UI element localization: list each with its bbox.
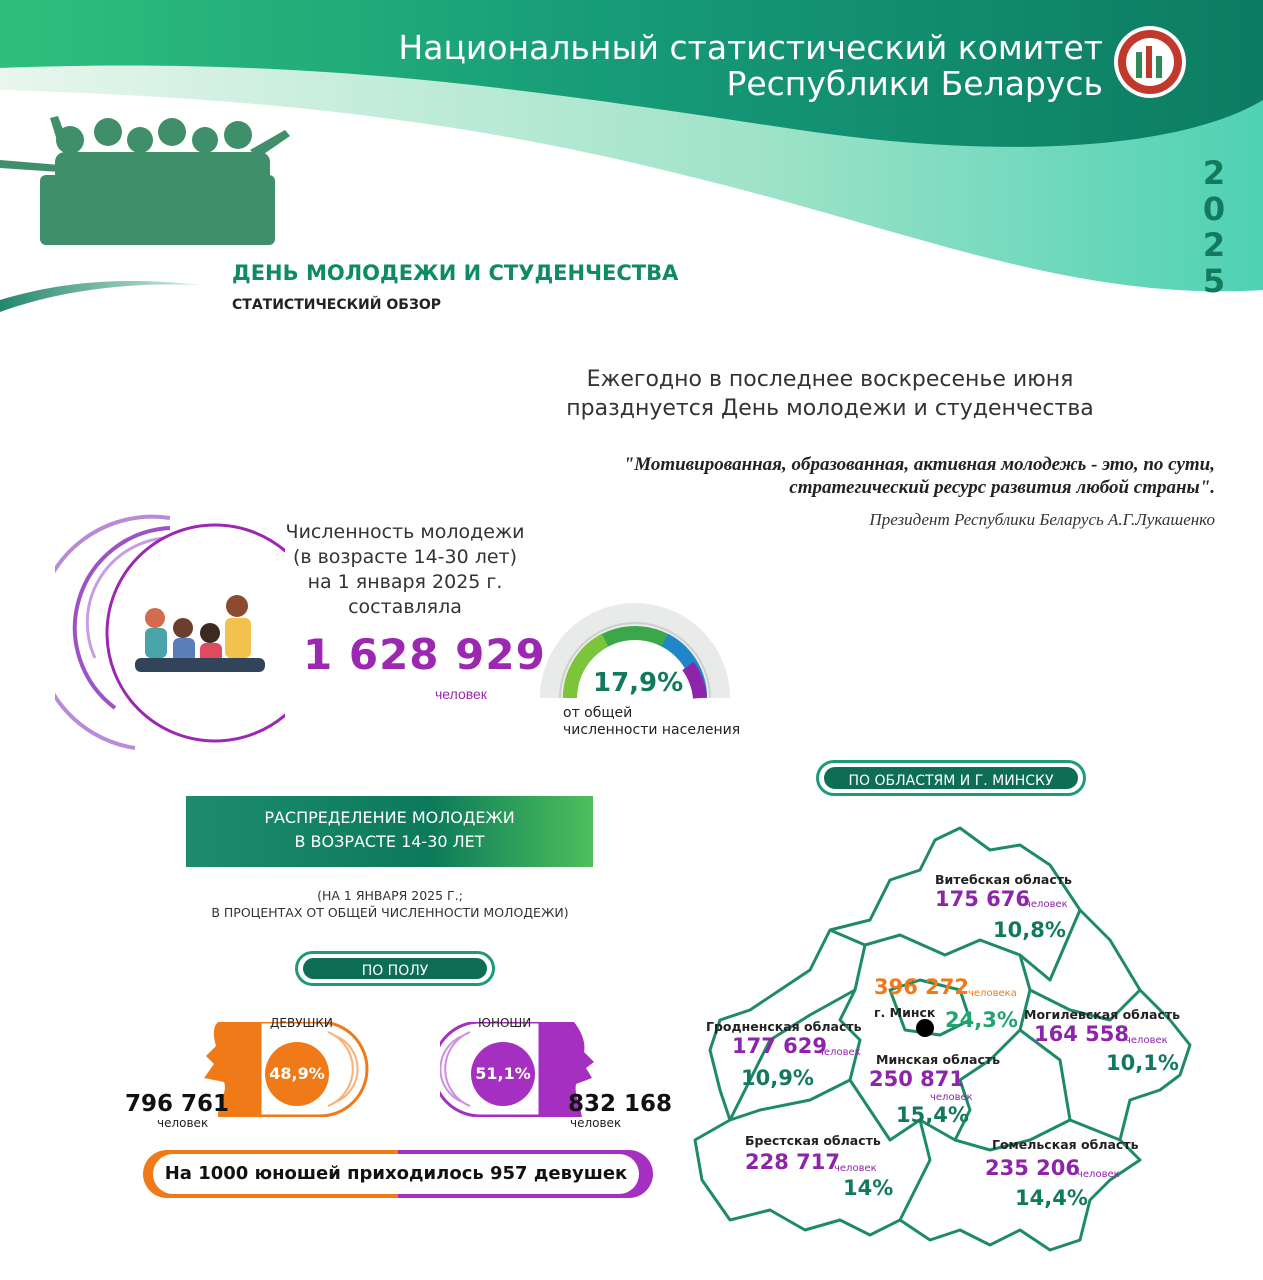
region-unit-vitebsk: человек xyxy=(1025,899,1068,910)
region-unit-brest: человек xyxy=(834,1163,877,1174)
region-pct-mogilev: 10,1% xyxy=(1106,1051,1179,1075)
region-name-gomel: Гомельская область xyxy=(992,1137,1139,1152)
region-name-minsk-region: Минская область xyxy=(876,1052,1001,1067)
distribution-note: (НА 1 ЯНВАРЯ 2025 Г.; В ПРОЦЕНТАХ ОТ ОБЩЕЙ ЧИСЛЕННОСТИ МОЛОДЕЖИ) xyxy=(211,888,569,920)
by-sex-badge xyxy=(295,951,495,986)
quote-author: Президент Республики Беларусь А.Г.Лукашенко xyxy=(869,510,1215,529)
male-unit: человек xyxy=(570,1116,622,1130)
organization-title xyxy=(398,30,1103,102)
region-name-brest: Брестская область xyxy=(745,1133,881,1148)
region-value-minsk-city: 396 272 xyxy=(874,975,969,999)
year-digit: 5 xyxy=(1202,262,1226,300)
regions-badge xyxy=(816,760,1086,796)
region-unit-minsk-region: человек xyxy=(930,1092,973,1103)
female-percent: 48,9% xyxy=(269,1064,325,1083)
page-title: ДЕНЬ МОЛОДЕЖИ И СТУДЕНЧЕСТВА xyxy=(232,261,679,285)
page-subtitle: СТАТИСТИЧЕСКИЙ ОБЗОР xyxy=(232,297,442,313)
youth-total-unit: человек xyxy=(435,686,487,702)
region-unit-mogilev: человек xyxy=(1125,1035,1168,1046)
org-line-2: Республики Беларусь xyxy=(726,64,1103,103)
president-quote xyxy=(455,453,1215,499)
region-value-gomel: 235 206 xyxy=(985,1156,1080,1180)
share-percent: 17,9% xyxy=(593,668,684,698)
quote-line-2: стратегический ресурс развития любой страны". xyxy=(789,477,1215,498)
female-count: 796 761 xyxy=(125,1091,230,1117)
youth-circle-graphic xyxy=(55,508,285,753)
by-sex-label: ПО ПОЛУ xyxy=(303,958,487,979)
region-name-vitebsk: Витебская область xyxy=(935,872,1072,887)
year-digit: 0 xyxy=(1202,190,1226,228)
region-pct-vitebsk: 10,8% xyxy=(993,918,1066,942)
region-unit-gomel: человек xyxy=(1077,1169,1120,1180)
youth-silhouettes-icon xyxy=(0,116,290,245)
youth-total: 1 628 929 xyxy=(303,630,546,679)
region-name-mogilev: Могилевская область xyxy=(1024,1007,1181,1022)
region-unit-grodno: человек xyxy=(818,1047,861,1058)
year-digit: 2 xyxy=(1202,226,1226,264)
minsk-city-marker xyxy=(916,1019,934,1037)
intro-line-1: Ежегодно в последнее воскресенье июня xyxy=(586,367,1074,392)
region-value-grodno: 177 629 xyxy=(732,1034,827,1058)
region-unit-minsk-city: человека xyxy=(968,988,1017,999)
male-percent: 51,1% xyxy=(475,1064,531,1083)
year-vertical xyxy=(1200,155,1228,299)
youth-description: Численность молодежи (в возрасте 14-30 лет) на 1 января 2025 г. составляла xyxy=(285,521,525,618)
intro-line-2: празднуется День молодежи и студенчества xyxy=(566,396,1094,421)
belstat-logo-icon xyxy=(1114,26,1186,98)
female-unit: человек xyxy=(157,1116,209,1130)
region-value-minsk-region: 250 871 xyxy=(869,1067,964,1091)
male-label: ЮНОШИ xyxy=(478,1016,532,1030)
intro-text xyxy=(500,365,1160,423)
year-digit: 2 xyxy=(1202,154,1226,192)
region-pct-minsk-region: 15,4% xyxy=(896,1103,969,1127)
region-pct-brest: 14% xyxy=(843,1176,894,1200)
regions-label: ПО ОБЛАСТЯМ И Г. МИНСКУ xyxy=(824,767,1078,789)
region-value-mogilev: 164 558 xyxy=(1034,1022,1129,1046)
region-pct-gomel: 14,4% xyxy=(1015,1186,1088,1210)
share-caption: от общей численности населения xyxy=(563,705,741,738)
region-value-vitebsk: 175 676 xyxy=(935,887,1030,911)
region-name-minsk-city: г. Минск xyxy=(874,1005,936,1020)
region-pct-grodno: 10,9% xyxy=(741,1066,814,1090)
ratio-banner xyxy=(143,1150,653,1198)
region-value-brest: 228 717 xyxy=(745,1150,840,1174)
male-count: 832 168 xyxy=(568,1091,673,1117)
org-line-1: Национальный статистический комитет xyxy=(398,28,1103,67)
region-name-grodno: Гродненская область xyxy=(706,1019,862,1034)
quote-line-1: "Мотивированная, образованная, активная молодежь - это, по сути, xyxy=(623,454,1215,475)
region-pct-minsk-city: 24,3% xyxy=(945,1008,1018,1032)
ratio-text: На 1000 юношей приходилось 957 девушек xyxy=(153,1154,639,1194)
distribution-title: РАСПРЕДЕЛЕНИЕ МОЛОДЕЖИ В ВОЗРАСТЕ 14-30 ЛЕТ xyxy=(186,796,593,867)
female-label: ДЕВУШКИ xyxy=(270,1016,333,1030)
